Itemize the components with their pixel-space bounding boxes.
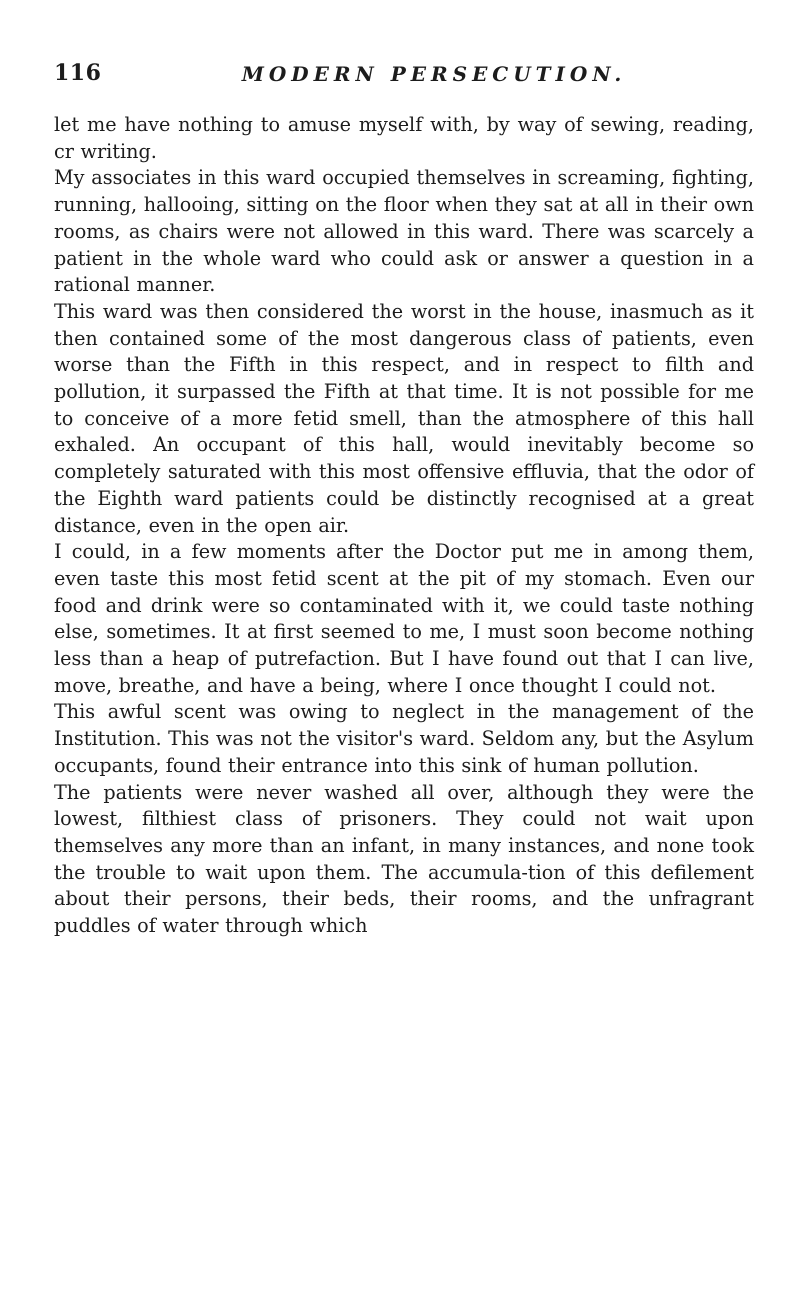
paragraph: let me have nothing to amuse myself with, by way of sewing, reading, cr writing. (54, 113, 754, 163)
paragraph: I could, in a few moments after the Doctor put me in among them, even taste this most fetid scent at the pit of my stomach. Even our food and drink were so contaminated with it, we could taste nothing else, sometimes. It at first seemed to me, I must soon become nothing less than a heap of putrefaction. But I have found out that I can live, move, breathe, and have a being, where I once thought I could not. (54, 540, 754, 697)
body-text (54, 112, 754, 940)
paragraph: This ward was then considered the worst in the house, inasmuch as it then contained some of the most dangerous class of patients, even worse than the Fifth in this respect, and in respect to filth and pollution, it surpassed the Fifth at that time. It is not possible for me to conceive of a more fetid smell, than the atmosphere of this hall exhaled. An occupant of this hall, would inevitably become so completely saturated with this most offensive effluvia, that the odor of the Eighth ward patients could be distinctly recognised at a great distance, even in the open air. (54, 299, 754, 537)
page-header (54, 56, 754, 96)
paragraph: My associates in this ward occupied themselves in screaming, fighting, running, hallooing, sitting on the floor when they sat at all in their own rooms, as chairs were not allowed in this ward. There was scarcely a patient in the whole ward who could ask or answer a question in a rational manner. (54, 166, 754, 297)
paragraph: This awful scent was owing to neglect in the management of the Institution. This was not the visitor's ward. Seldom any, but the Asylum occupants, found their entrance into this sink of human pollution. (54, 700, 754, 777)
book-page (54, 56, 754, 940)
running-title: MODERN PERSECUTION. (241, 62, 627, 86)
page-number: 116 (54, 60, 102, 86)
paragraph: The patients were never washed all over, although they were the lowest, filthiest class of prisoners. They could not wait upon themselves any more than an infant, in many instances, and none took the trouble to wait upon them. The accumula-tion of this defilement about their persons, their beds, their rooms, and the unfragrant puddles of water through which (54, 780, 754, 938)
